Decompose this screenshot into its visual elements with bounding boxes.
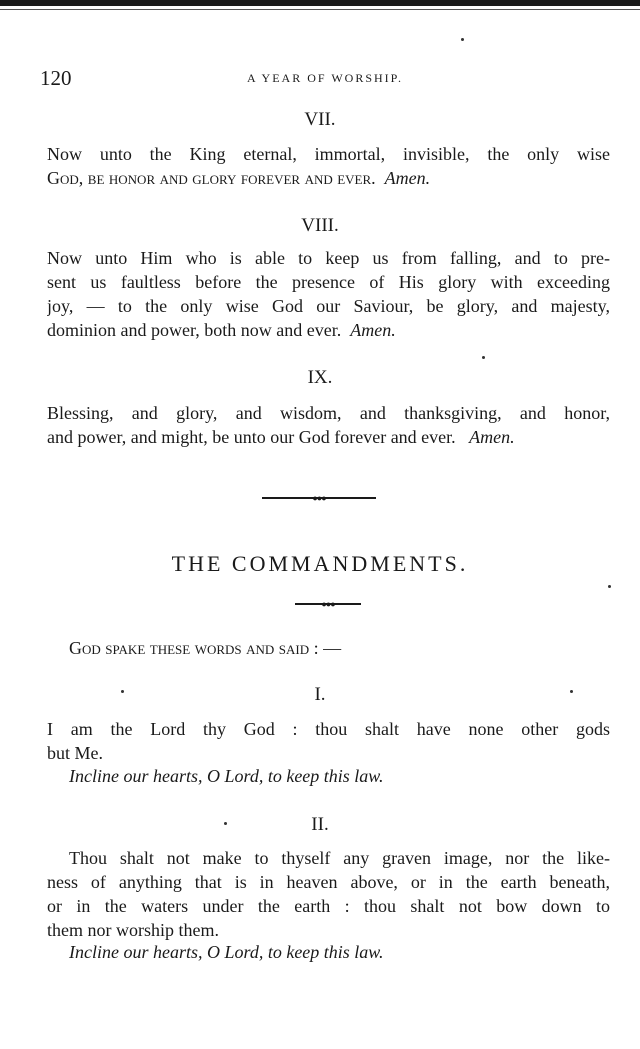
commandment-ii-response: Incline our hearts, O Lord, to keep this law. [69,942,384,962]
doxology-ix-text [47,401,610,449]
ornament-divider-small [295,599,361,609]
text-line: I am the Lord thy God : thou shalt have none other gods [47,719,610,739]
ornament-dots: ●●● [312,493,326,503]
top-rule-thin [0,9,640,10]
commandments-intro: God spake these words and said : — [69,638,342,658]
doxology-viii-text [47,246,610,342]
text-line: but Me. [47,743,103,763]
text-line [47,425,610,449]
commandment-ii-text [47,846,610,942]
running-title: A YEAR OF WORSHIP. [246,71,404,85]
doxology-vii-text [47,142,610,190]
commandment-i-text [47,717,610,765]
commandment-i-response: Incline our hearts, O Lord, to keep this law. [69,766,384,786]
amen-text: Amen. [469,427,515,447]
print-speck [121,690,124,693]
ornament-dots: ●●● [321,599,335,609]
text-line-body: and power, and might, be unto our God forever and ever. [47,427,456,447]
commandment-numeral-ii: II. [311,814,329,835]
print-speck [608,585,611,588]
text-line: Now unto the King eternal, immortal, invisible, the only wise [47,144,610,164]
text-line: Now unto Him who is able to keep us from falling, and to pre- [47,248,610,268]
print-speck [224,822,227,825]
text-line: Blessing, and glory, and wisdom, and thanksgiving, and honor, [47,403,610,423]
text-line: joy, — to the only wise God our Saviour, be glory, and majesty, [47,296,610,316]
text-line: ness of anything that is in heaven above, or in the earth beneath, [47,872,610,892]
amen-text: Amen. [350,320,396,340]
text-line: them nor worship them. [47,920,219,940]
commandment-numeral-i: I. [314,684,326,705]
text-line-body: God, be honor and glory forever and ever. [47,168,376,188]
text-line [47,318,610,342]
text-line: Thou shalt not make to thyself any graven image, nor the like- [69,848,610,868]
commandments-heading: THE COMMANDMENTS. [171,551,469,576]
section-numeral-viii: VIII. [301,215,339,236]
running-head [40,66,610,90]
text-line [47,166,610,190]
section-numeral-ix: IX. [307,367,333,388]
print-speck [570,690,573,693]
text-line: or in the waters under the earth : thou shalt not bow down to [47,896,610,916]
print-speck [461,38,464,41]
print-speck [482,356,485,359]
amen-text: Amen. [384,168,431,188]
page-number: 120 [40,66,72,90]
ornament-divider [262,493,376,503]
text-line-body: dominion and power, both now and ever. [47,320,342,340]
text-line: sent us faultless before the presence of His glory with exceeding [47,272,610,292]
top-rule [0,0,640,6]
section-numeral-vii: VII. [304,109,336,130]
